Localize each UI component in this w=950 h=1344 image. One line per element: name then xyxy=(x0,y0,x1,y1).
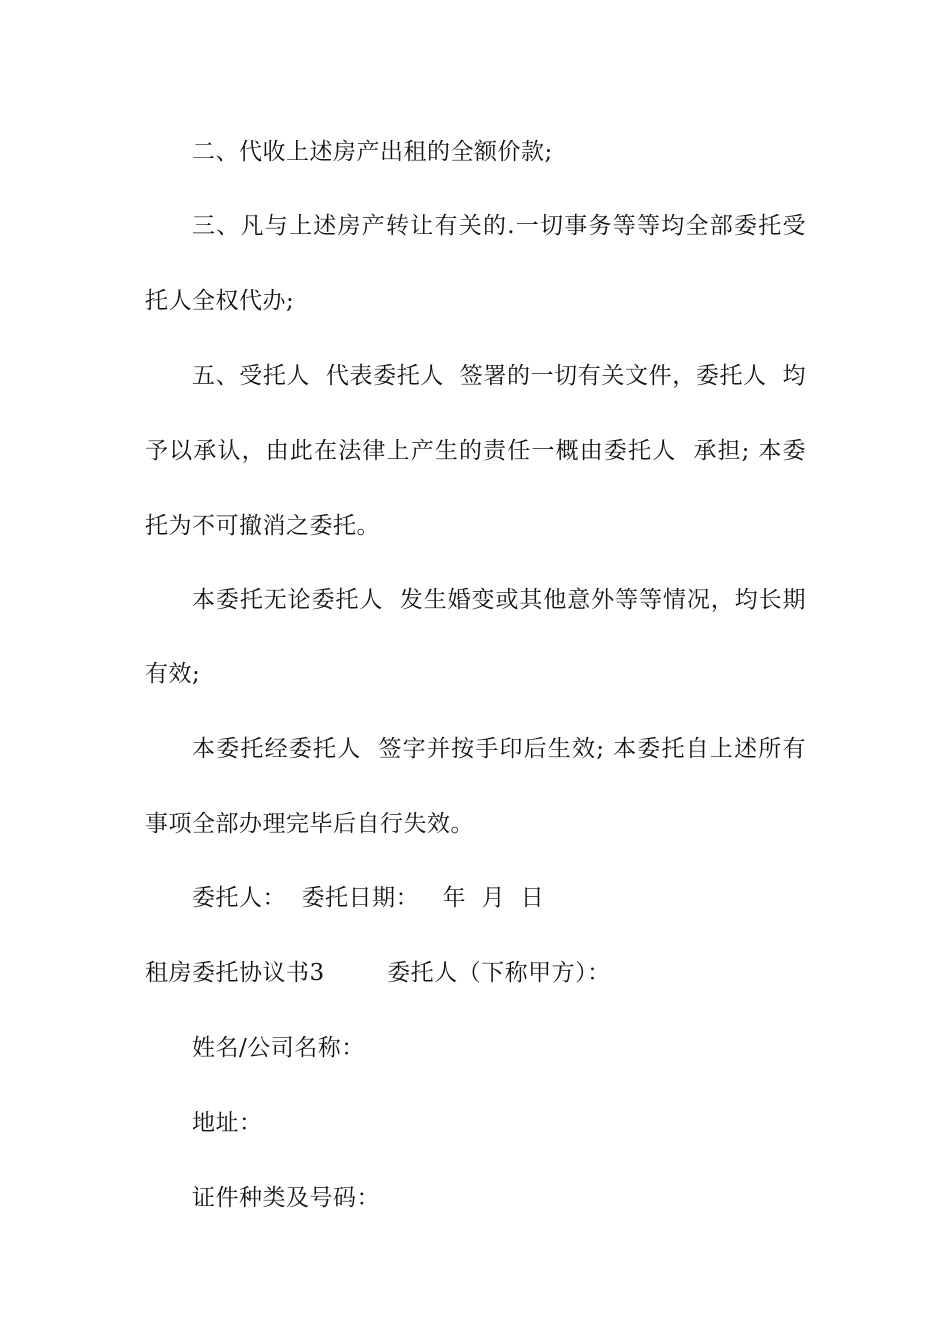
paragraph-line: 托为不可撤消之委托。 xyxy=(145,513,380,539)
paragraph-line: 本委托经委托人 签字并按手印后生效; 本委托自上述所有 xyxy=(192,736,806,762)
field-label-address: 地址： xyxy=(192,1110,263,1136)
signature-line: 委托人： 委托日期： 年 月 日 xyxy=(192,885,545,911)
paragraph-line: 本委托无论委托人 发生婚变或其他意外等等情况，均长期 xyxy=(192,587,806,613)
paragraph-line: 予以承认，由此在法律上产生的责任一概由委托人 承担; 本委 xyxy=(145,438,806,464)
field-label-name: 姓名/公司名称： xyxy=(192,1035,365,1061)
paragraph-line: 三、凡与上述房产转让有关的.一切事务等等均全部委托受 xyxy=(192,213,806,239)
field-label-id: 证件种类及号码： xyxy=(192,1185,380,1211)
paragraph-line: 五、受托人 代表委托人 签署的一切有关文件，委托人 均 xyxy=(192,363,806,389)
paragraph-line: 二、代收上述房产出租的全额价款; xyxy=(192,139,553,165)
paragraph-line: 有效; xyxy=(145,661,201,687)
paragraph-line: 托人全权代办; xyxy=(145,288,295,314)
paragraph-line: 事项全部办理完毕后自行失效。 xyxy=(145,811,474,837)
section-heading: 租房委托协议书3 委托人（下称甲方）： xyxy=(145,960,611,986)
